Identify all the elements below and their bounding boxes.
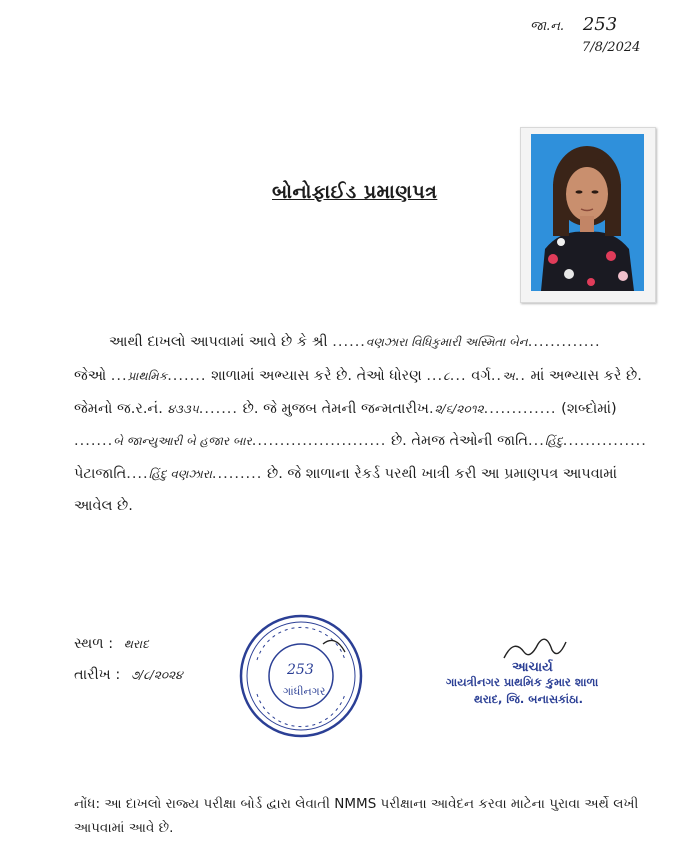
- dotted-leader: ....: [126, 466, 149, 482]
- school-stamp: [237, 612, 365, 740]
- school-name: પ્રાથમિક: [127, 369, 168, 383]
- signature-title: આચાર્ય: [512, 660, 553, 675]
- date-label: તારીખ :: [74, 667, 121, 683]
- date-value: ૭/૮/૨૦૨૪: [130, 668, 183, 682]
- place-value: થરાદ: [123, 637, 149, 651]
- standard-value: ૮: [443, 369, 450, 383]
- dotted-leader: ........................: [251, 433, 387, 449]
- line2-varg: વર્ગ: [471, 368, 491, 384]
- place-row: [74, 636, 149, 652]
- student-photo: [531, 134, 644, 291]
- student-name: વણઝારા વિધિકુમારી અસ્મિતા બેન: [365, 335, 528, 349]
- dotted-leader: ...: [110, 368, 128, 384]
- body-line-5: [74, 466, 617, 482]
- dotted-leader: .............: [483, 401, 557, 417]
- line3-mid: છે. જે મુજબ તેમની જન્મતારીખ: [242, 401, 429, 417]
- dotted-leader: ...: [449, 368, 467, 384]
- dob-value: ૨/૬/૨૦૧૨: [434, 402, 484, 416]
- caste-value: હિંદુ: [544, 434, 563, 448]
- line5-prefix: પેટાજાતિ: [74, 466, 127, 482]
- signature-school: ગાયત્રીનગર પ્રાથમિક કુમાર શાળા: [446, 675, 599, 689]
- dotted-leader: ......: [332, 334, 366, 350]
- line2-prefix: જેઓ: [74, 368, 107, 384]
- stamp-number: 253: [287, 662, 314, 678]
- subcaste-value: હિંદુ વણઝારા: [148, 467, 212, 481]
- outward-number: 253: [582, 14, 618, 35]
- line2-suffix: માં અભ્યાસ કરે છે.: [530, 368, 642, 384]
- dotted-leader: .......: [74, 433, 114, 449]
- dotted-leader: .........: [211, 466, 263, 482]
- dotted-leader: .............: [527, 334, 601, 350]
- dotted-leader: ...............: [562, 433, 647, 449]
- line1-prefix: આથી દાખલો આપવામાં આવે છે કે શ્રી: [109, 334, 328, 350]
- body-line-6: આવેલ છે.: [74, 498, 133, 514]
- line3-suffix: (શબ્દોમાં): [561, 401, 617, 417]
- gr-number: ૪૩૩૫: [167, 402, 199, 416]
- line5-suffix: છે. જે શાળાના રેકર્ડ પરથી ખાત્રી કરી આ પ્રમાણપત્ર આપવામાં: [267, 466, 618, 482]
- dotted-leader: ...: [426, 368, 444, 384]
- note-line-1: નોંધ: આ દાખલો રાજ્ય પરીક્ષા બોર્ડ દ્વારા લેવાતી NMMS પરીક્ષાના આવેદન કરવા માટેના પુરાવા અર્થે લખી: [74, 796, 639, 812]
- place-label: સ્થળ :: [74, 636, 114, 652]
- division-value: અ: [502, 369, 515, 383]
- dotted-leader: .......: [198, 401, 239, 417]
- body-line-1: [109, 334, 601, 350]
- line2-mid: શાળામાં અભ્યાસ કરે છે. તેઓ ધોરણ: [211, 368, 422, 384]
- stamp-bottom-text: ગાંધીનગર: [283, 685, 326, 698]
- page-title: બોનોફાઈડ પ્રમાણપત્ર: [272, 181, 438, 203]
- body-line-4: [74, 433, 647, 449]
- student-photo-card: [520, 127, 656, 303]
- dotted-leader: ...: [527, 433, 545, 449]
- dotted-leader: ..: [514, 368, 526, 384]
- outward-label: જા.ન.: [530, 19, 565, 34]
- note-line-2: આપવામાં આવે છે.: [74, 820, 174, 836]
- signature-place: થરાદ, જિ. બનાસકાંઠા.: [474, 692, 583, 706]
- body-line-3: [74, 401, 617, 417]
- dob-words: બે જાન્યુઆરી બે હજાર બાર: [113, 434, 252, 448]
- date-row: [74, 667, 183, 683]
- outward-number-block: [530, 14, 617, 35]
- dotted-leader: ..: [490, 368, 503, 384]
- line3-prefix: જેમનો જ.ર.નં.: [74, 401, 163, 417]
- outward-date: 7/8/2024: [582, 40, 641, 55]
- line4-mid: છે. તેમજ તેઓની જાતિ: [390, 433, 528, 449]
- dotted-leader: .......: [167, 368, 207, 384]
- body-line-2: [74, 368, 642, 384]
- dotted-leader: .: [428, 401, 435, 417]
